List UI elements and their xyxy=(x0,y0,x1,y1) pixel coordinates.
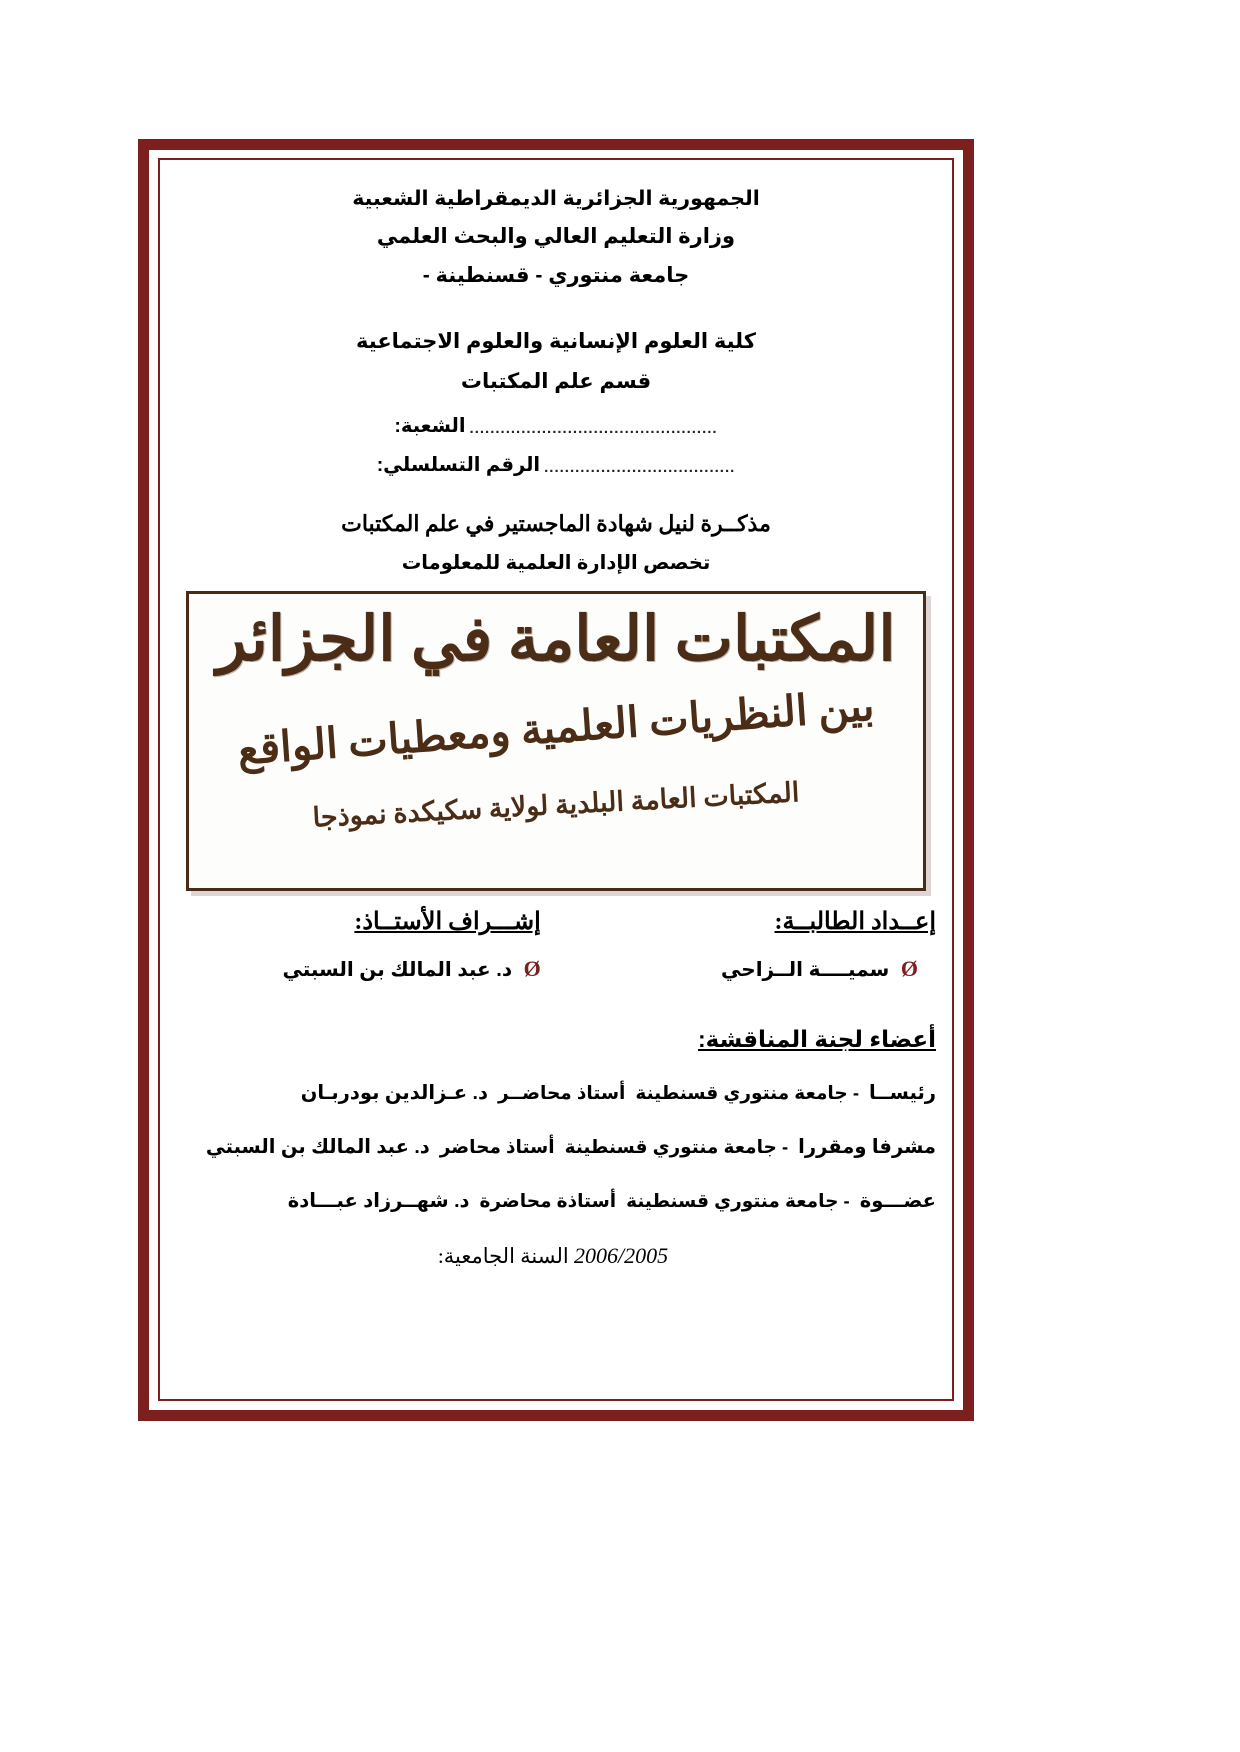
jury-member-university: - جامعة منتوري قسنطينة xyxy=(626,1190,850,1212)
degree-purpose xyxy=(176,511,936,575)
author-column xyxy=(571,907,936,982)
university-line: جامعة منتوري - قسنطينة - xyxy=(422,263,690,287)
bullet-icon: Ø xyxy=(523,956,541,982)
jury-member-row xyxy=(176,1189,936,1213)
supervisor-name: د. عبد المالك بن السبتي xyxy=(282,959,513,982)
jury-member-row xyxy=(176,1081,936,1105)
jury-member-role: رئيســا xyxy=(868,1082,936,1105)
author-name-row xyxy=(571,956,936,982)
jury-member-rank: أستاذ محاضــر xyxy=(497,1082,626,1104)
specialty-line: تخصص الإدارة العلمية للمعلومات xyxy=(401,552,711,575)
jury-member-university: - جامعة منتوري قسنطينة xyxy=(564,1136,789,1158)
faculty-block xyxy=(176,322,936,402)
field-serial xyxy=(176,446,936,485)
supervisor-label: إشـــراف الأستــاذ: xyxy=(354,909,541,936)
faculty-line: كلية العلوم الإنسانية والعلوم الاجتماعية xyxy=(356,329,756,353)
thesis-title-subtitle: بين النظريات العلمية ومعطيات الواقع xyxy=(236,684,876,775)
supervisor-name-row xyxy=(176,956,541,982)
jury-member-name: د. شهــرزاد عبـــادة xyxy=(287,1190,470,1213)
field-branch-label: الشعبة: xyxy=(394,415,466,438)
jury-list xyxy=(176,1081,936,1213)
degree-line: مذكــرة لنيل شهادة الماجستير في علم المكتبات xyxy=(341,511,771,537)
jury-heading: أعضاء لجنة المناقشة: xyxy=(697,1026,936,1053)
thesis-title-main: المكتبات العامة في الجزائر xyxy=(216,606,896,675)
author-name: سميــــة الــزاحي xyxy=(721,959,890,982)
department-line: قسم علم المكتبات xyxy=(460,369,652,393)
thesis-title-box xyxy=(186,591,926,891)
jury-member-university: - جامعة منتوري قسنطينة xyxy=(635,1082,859,1104)
country-line: الجمهورية الجزائرية الديمقراطية الشعبية xyxy=(352,187,760,210)
supervisor-column xyxy=(176,907,541,982)
jury-member-name: د. عبد المالك بن السبتي xyxy=(205,1136,430,1159)
academic-year-value: 2006/2005 xyxy=(573,1243,669,1269)
field-serial-dots: ..................................... xyxy=(544,459,736,477)
jury-member-role: مشرفا ومقررا xyxy=(798,1136,936,1159)
jury-member-role: عضـــوة xyxy=(859,1190,936,1213)
authorship-block xyxy=(176,907,936,982)
field-serial-label: الرقم التسلسلي: xyxy=(376,454,541,477)
jury-member-row xyxy=(176,1135,936,1159)
bullet-icon: Ø xyxy=(900,956,918,982)
thesis-title-case-study: المكتبات العامة البلدية لولاية سكيكدة نموذجا xyxy=(311,777,801,834)
field-branch xyxy=(176,407,936,446)
ministry-line: وزارة التعليم العالي والبحث العلمي xyxy=(376,224,736,248)
academic-year-label: السنة الجامعية: xyxy=(437,1244,569,1269)
author-label: إعــداد الطالبــة: xyxy=(774,909,936,936)
page-content xyxy=(176,180,936,1380)
jury-member-rank: أستاذ محاضر xyxy=(439,1136,555,1158)
jury-member-rank: أستاذة محاضرة xyxy=(479,1190,617,1212)
jury-member-name: د. عـزالدين بودربـان xyxy=(300,1082,488,1105)
institution-header xyxy=(176,180,936,296)
academic-year xyxy=(176,1243,936,1269)
reference-fields xyxy=(176,407,936,485)
field-branch-dots: ................................................ xyxy=(469,420,718,438)
